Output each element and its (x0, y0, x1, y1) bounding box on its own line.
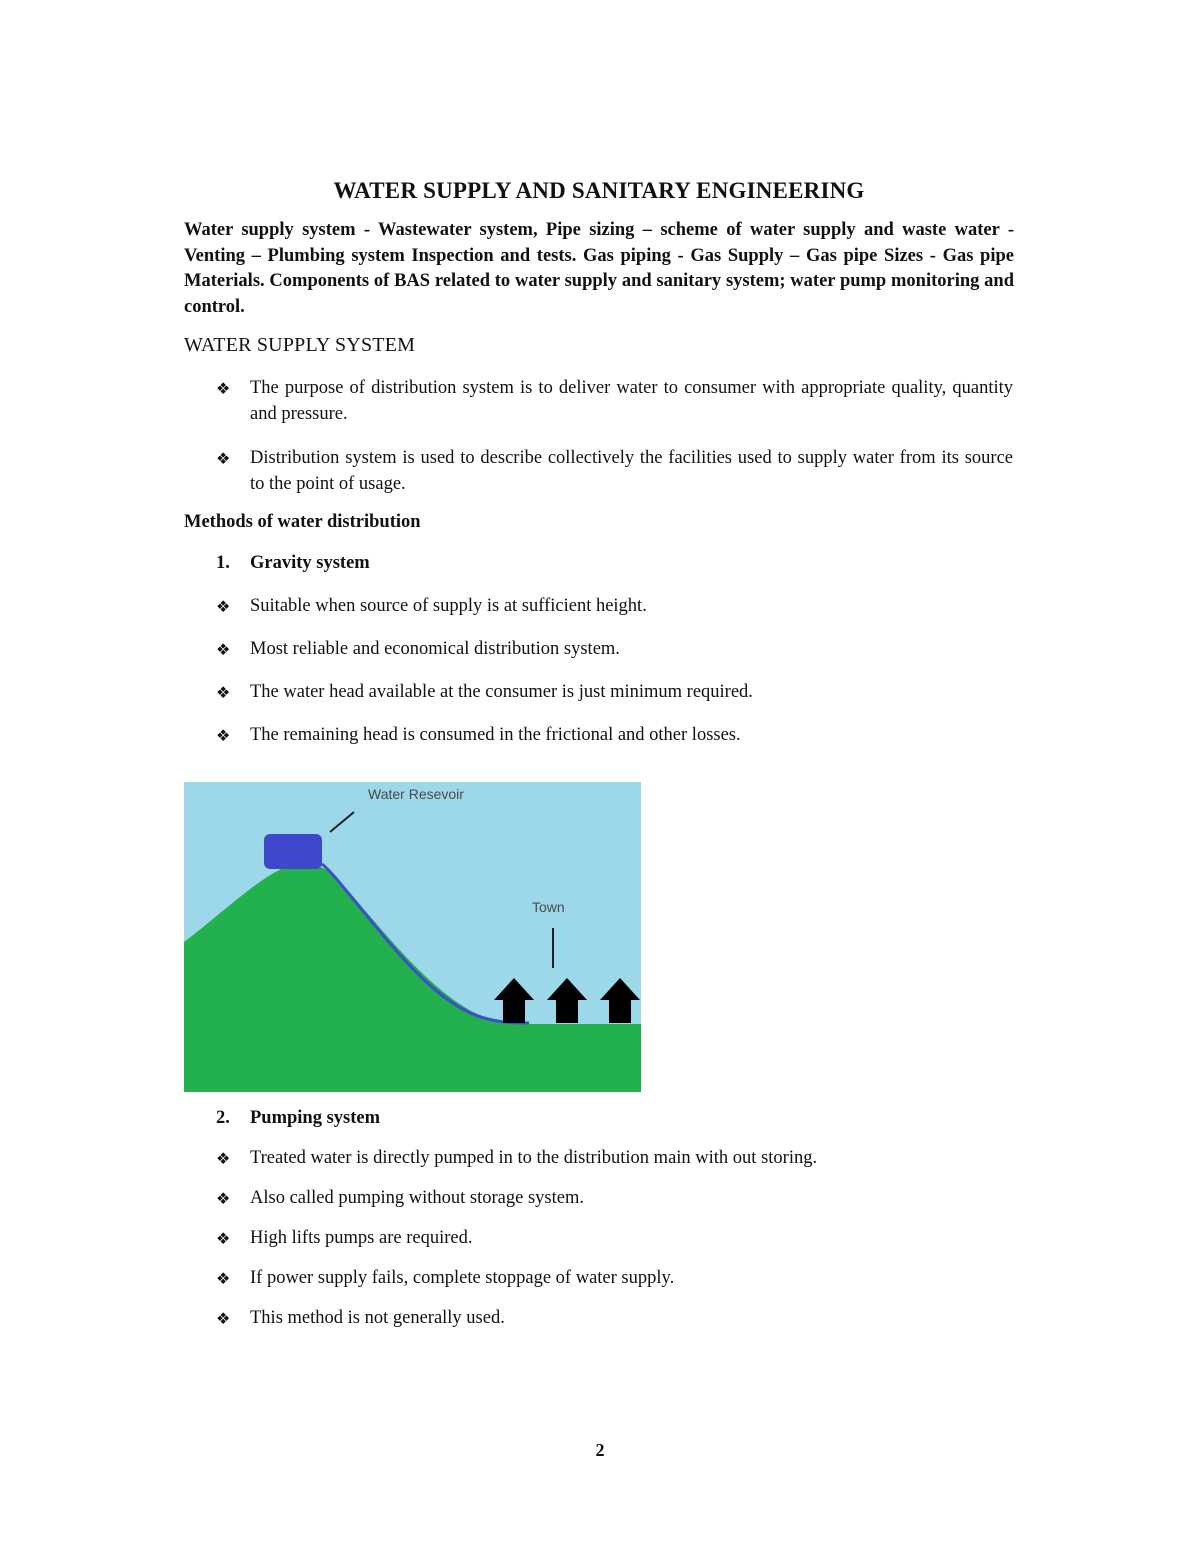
bullet-text: High lifts pumps are required. (250, 1228, 473, 1248)
list-item (216, 1226, 1013, 1252)
list-item (216, 376, 1013, 427)
method-number: 1. (216, 553, 230, 573)
syllabus-paragraph: Water supply system - Wastewater system, Pipe sizing – scheme of water supply and waste water - Venting – Plumbing system Inspection and tests. Gas piping - Gas Supply – Gas pipe Sizes - Gas pipe Materials. Components of BAS related to water supply and sanitary system; water pump monitoring and control. (184, 220, 1014, 317)
bullet-text: If power supply fails, complete stoppage of water supply. (250, 1268, 675, 1288)
bullet-text: Suitable when source of supply is at sufficient height. (250, 596, 647, 616)
bullet-text: Most reliable and economical distribution system. (250, 639, 620, 659)
page-number: 2 (595, 1440, 605, 1460)
list-item (216, 723, 1013, 749)
diamond-bullet-icon: ❖ (216, 683, 231, 702)
section-heading: WATER SUPPLY SYSTEM (184, 334, 416, 356)
diamond-bullet-icon: ❖ (216, 1309, 231, 1328)
document-title: WATER SUPPLY AND SANITARY ENGINEERING (333, 178, 865, 203)
list-item (216, 1306, 1013, 1332)
water-reservoir (264, 834, 322, 869)
diamond-bullet-icon: ❖ (216, 1149, 231, 1168)
list-item (216, 1186, 1013, 1212)
town-label: Town (532, 899, 565, 915)
bullet-text: This method is not generally used. (250, 1308, 505, 1328)
method-number: 2. (216, 1108, 230, 1128)
bullet-text: The remaining head is consumed in the frictional and other losses. (250, 725, 741, 745)
diamond-bullet-icon: ❖ (216, 1189, 231, 1208)
list-item (216, 594, 1013, 620)
bullet-text: The purpose of distribution system is to deliver water to consumer with appropriate quality, quantity and pressure. (250, 378, 1013, 424)
diamond-bullet-icon: ❖ (216, 597, 231, 616)
list-item (216, 446, 1013, 497)
list-item (216, 680, 1013, 706)
methods-heading: Methods of water distribution (184, 512, 421, 532)
list-item (216, 1266, 1013, 1292)
method-name: Gravity system (250, 553, 370, 573)
bullet-text: The water head available at the consumer is just minimum required. (250, 682, 753, 702)
method-heading-gravity (216, 553, 370, 574)
list-item (216, 1146, 1013, 1172)
method-name: Pumping system (250, 1108, 381, 1128)
diamond-bullet-icon: ❖ (216, 640, 231, 659)
reservoir-label: Water Resevoir (368, 786, 464, 802)
diamond-bullet-icon: ❖ (216, 1269, 231, 1288)
bullet-text: Distribution system is used to describe collectively the facilities used to supply water from its source to the point of usage. (250, 448, 1013, 494)
diamond-bullet-icon: ❖ (216, 726, 231, 745)
diamond-bullet-icon: ❖ (216, 379, 231, 398)
bullet-text: Treated water is directly pumped in to the distribution main with out storing. (250, 1148, 818, 1168)
list-item (216, 637, 1013, 663)
diamond-bullet-icon: ❖ (216, 449, 231, 468)
bullet-text: Also called pumping without storage system. (250, 1188, 584, 1208)
diamond-bullet-icon: ❖ (216, 1229, 231, 1248)
method-heading-pumping (216, 1108, 380, 1129)
gravity-system-diagram (184, 782, 641, 1092)
